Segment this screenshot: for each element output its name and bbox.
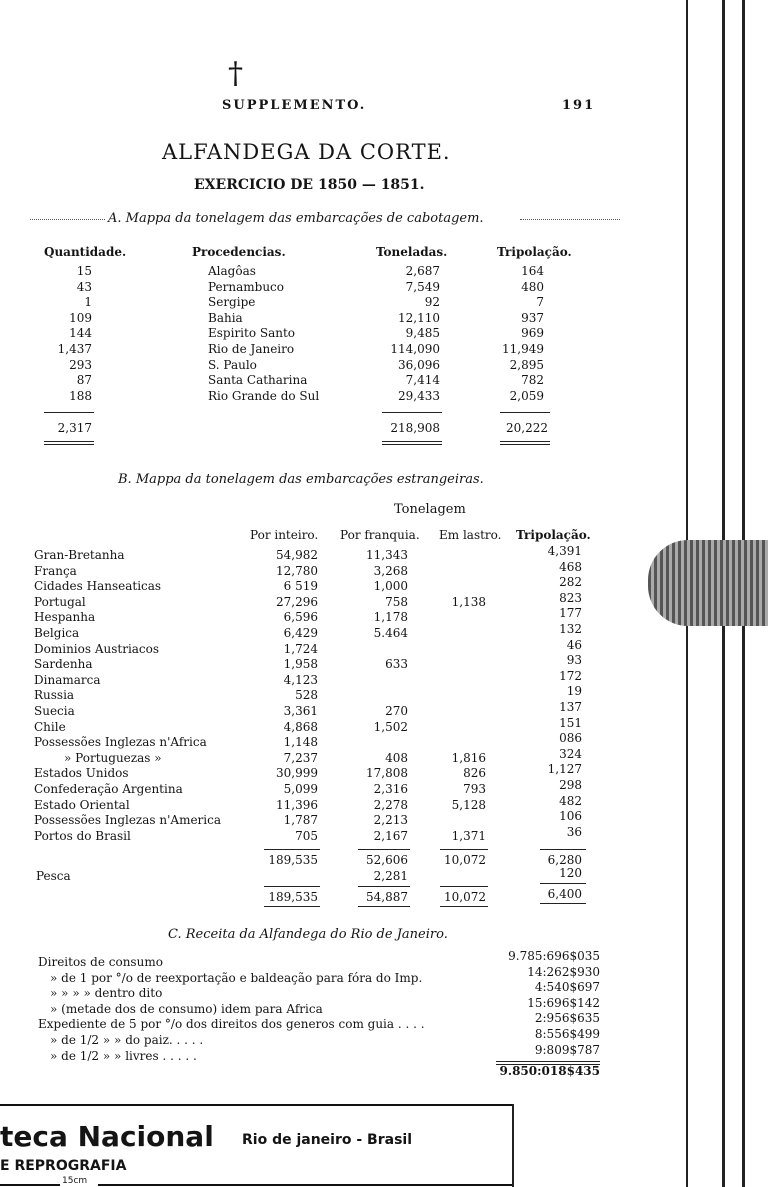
pesca-label: Pesca [36,869,71,883]
nation-cell: Hespanha [34,610,96,625]
receita-label-cell: » de 1/2 » » livres . . . . . [50,1048,197,1063]
tripolacao-cell: 823 [559,590,582,605]
por-inteiro-cell: 11,396 [276,797,318,812]
quantidade-cell: 1 [84,295,92,310]
por-inteiro-cell: 1,787 [283,813,318,828]
nation-cell: Possessões Inglezas n'Africa [34,735,207,750]
por-franquia-cell: 2,213 [373,813,408,828]
total-tripolacao: 20,222 [506,421,548,435]
table-rule [264,849,320,850]
por-inteiro-cell: 528 [295,688,318,703]
por-inteiro-cell: 1,958 [283,657,318,672]
tripolacao-cell: 151 [559,715,582,730]
toneladas-cell: 29,433 [398,388,440,403]
stamp-right-edge [512,1104,514,1187]
table-rule [358,886,410,887]
stamp-library-name: teca Nacional [0,1120,214,1153]
total-por-franquia: 54,887 [366,890,408,904]
por-franquia-cell: 2,167 [373,828,408,843]
quantidade-cell: 188 [69,388,92,403]
quantidade-cell: 109 [69,310,92,325]
por-inteiro-cell: 54,982 [276,548,318,562]
tripolacao-cell: 2,895 [509,357,544,372]
table-rule [440,906,488,907]
toneladas-cell: 36,096 [398,357,440,372]
tripolacao-cell: 482 [559,793,582,808]
por-inteiro-cell: 3,361 [283,704,318,718]
receita-label-cell: » de 1/2 » » do paiz. . . . . [50,1033,204,1047]
receita-value-cell: 15:696$142 [527,995,600,1010]
supplement-heading: SUPPLEMENTO. [222,98,367,113]
nation-cell: Cidades Hanseaticas [34,579,162,594]
por-franquia-cell: 1,178 [373,610,408,625]
col-header-por-franquia: Por franquia. [340,528,420,542]
stamp-scale: 15cm [62,1176,88,1186]
toneladas-cell: 12,110 [398,310,440,325]
quantidade-cell: 293 [69,357,92,372]
pesca-franquia: 2,281 [373,869,408,883]
tripolacao-cell: 177 [559,606,582,621]
quantidade-cell: 1,437 [57,342,92,356]
tripolacao-cell: 7 [536,295,544,310]
receita-value-cell: 8:556$499 [534,1027,600,1041]
col-header-tripolacao: Tripolação. [497,245,572,259]
receita-value-cell: 9.785:696$035 [508,949,600,963]
nation-cell: Confederação Argentina [34,782,183,796]
por-inteiro-cell: 27,296 [276,594,318,609]
por-franquia-cell: 1,000 [373,579,408,594]
tripolacao-cell: 19 [566,684,582,699]
receita-label-cell: » » » » dentro dito [50,986,163,1001]
table-rule [44,412,94,413]
fiscal-year-subtitle: EXERCICIO DE 1850 — 1851. [194,177,425,193]
subtotal-tripolacao: 6,280 [547,853,582,867]
binder-clip [648,540,768,626]
por-inteiro-cell: 6,596 [283,610,318,625]
tripolacao-cell: 782 [521,373,544,388]
ornament-mark: † [228,56,243,91]
procedencia-cell: Alagôas [208,264,256,278]
nation-cell: Possessões Inglezas n'America [34,813,222,828]
receita-label-cell: Direitos de consumo [38,955,163,969]
nation-cell: Dominios Austriacos [34,641,160,656]
nation-cell: Sardenha [34,657,93,672]
table-rule [264,886,320,887]
receita-value-cell: 9:809$787 [534,1042,600,1057]
tripolacao-cell: 11,949 [502,342,544,356]
procedencia-cell: Bahia [208,310,243,325]
tripolacao-cell: 93 [566,653,582,668]
por-franquia-cell: 17,808 [366,766,408,781]
em-lastro-cell: 1,816 [451,750,486,765]
stamp-scale-rule [98,1184,512,1186]
em-lastro-cell: 5,128 [451,797,486,812]
table-rule [440,849,488,850]
table-rule [540,849,586,850]
table-rule [358,849,410,850]
em-lastro-cell: 826 [463,766,486,781]
total-tripolacao-b: 6,400 [547,887,582,901]
procedencia-cell: Sergipe [208,295,256,310]
tripolacao-cell: 36 [566,824,582,839]
por-franquia-cell: 408 [385,750,408,765]
section-b-title: B. Mappa da tonelagem das embarcações estrangeiras. [118,472,484,487]
procedencia-cell: Rio de Janeiro [208,342,295,356]
quantidade-cell: 43 [76,279,92,294]
stamp-top-rule [0,1104,512,1106]
total-por-inteiro: 189,535 [268,890,318,904]
col-header-tripolacao-b: Tripolação. [516,528,591,542]
em-lastro-cell: 793 [463,782,486,796]
table-rule [382,412,442,413]
table-double-rule [382,441,442,445]
por-franquia-cell: 1,502 [373,719,408,734]
por-inteiro-cell: 705 [295,828,318,843]
procedencia-cell: Pernambuco [208,279,284,294]
tripolacao-cell: 937 [521,310,544,325]
table-rule [440,886,488,887]
receita-total: 9.850:018$435 [499,1064,600,1078]
por-inteiro-cell: 6 519 [283,579,318,594]
nation-cell: » Portuguezas » [64,750,162,765]
procedencia-cell: S. Paulo [208,357,257,372]
total-quantidade: 2,317 [57,421,92,435]
por-inteiro-cell: 12,780 [276,563,318,578]
subtotal-em-lastro: 10,072 [444,853,486,867]
tripolacao-cell: 2,059 [509,388,544,403]
table-rule [358,906,410,907]
col-header-procedencias: Procedencias. [192,245,286,259]
tripolacao-cell: 969 [521,326,544,341]
col-header-em-lastro: Em lastro. [439,528,502,542]
tripolacao-cell: 137 [559,700,582,714]
nation-cell: Portugal [34,594,86,609]
por-franquia-cell: 758 [385,594,408,609]
nation-cell: Chile [34,719,66,734]
table-rule [540,903,586,904]
em-lastro-cell: 1,371 [451,828,486,843]
stamp-city: Rio de janeiro - Brasil [242,1132,413,1148]
nation-cell: Dinamarca [34,672,101,687]
section-a-dotted-line [520,219,620,220]
page-number: 191 [562,98,596,113]
nation-cell: Gran-Bretanha [34,548,125,562]
tripolacao-cell: 282 [559,575,582,590]
toneladas-cell: 7,549 [405,279,440,294]
subtotal-por-franquia: 52,606 [366,853,408,867]
por-inteiro-cell: 4,123 [283,672,318,687]
section-a-title: A. Mappa da tonelagem das embarcações de cabotagem. [108,211,484,226]
por-franquia-cell: 2,278 [373,797,408,812]
por-inteiro-cell: 6,429 [283,626,318,640]
page-title: ALFANDEGA DA CORTE. [162,140,451,164]
por-franquia-cell: 270 [385,704,408,718]
nation-cell: Estado Oriental [34,797,130,812]
total-em-lastro: 10,072 [444,890,486,904]
table-rule [500,412,550,413]
tripolacao-cell: 164 [521,264,544,278]
nation-cell: Portos do Brasil [34,828,131,843]
quantidade-cell: 15 [76,264,92,278]
por-franquia-cell: 3,268 [373,563,408,578]
section-c-title: C. Receita da Alfandega do Rio de Janeiro. [168,927,448,942]
pesca-tripolacao: 120 [559,866,582,880]
tripolacao-cell: 106 [559,809,582,824]
tonelagem-group-header: Tonelagem [394,502,466,517]
col-header-quantidade: Quantidade. [44,245,127,259]
receita-value-cell: 2:956$635 [534,1011,600,1026]
por-inteiro-cell: 1,724 [283,641,318,656]
receita-value-cell: 4:540$697 [534,980,600,995]
toneladas-cell: 9,485 [405,326,440,341]
tripolacao-cell: 480 [521,279,544,294]
nation-cell: Russia [34,688,75,703]
tripolacao-cell: 4,391 [547,544,582,558]
table-double-rule [44,441,94,445]
tripolacao-cell: 46 [566,637,582,652]
nation-cell: França [34,563,77,578]
subtotal-por-inteiro: 189,535 [268,853,318,867]
por-inteiro-cell: 7,237 [283,750,318,765]
toneladas-cell: 2,687 [405,264,440,278]
por-franquia-cell: 2,316 [373,782,408,796]
por-inteiro-cell: 5,099 [283,782,318,796]
nation-cell: Suecia [34,704,75,718]
por-inteiro-cell: 1,148 [283,735,318,750]
toneladas-cell: 92 [424,295,440,310]
stamp-department: E REPROGRAFIA [0,1158,127,1174]
procedencia-cell: Santa Catharina [208,373,308,388]
receita-label-cell: » (metade dos de consumo) idem para Africa [50,1001,323,1016]
receita-label-cell: » de 1 por °/o de reexportação e baldeação para fóra do Imp. [50,970,423,985]
por-inteiro-cell: 4,868 [283,719,318,734]
section-a-dotted-line [30,219,105,220]
stamp-scale-rule [0,1184,60,1186]
tripolacao-cell: 324 [559,746,582,761]
toneladas-cell: 114,090 [390,342,440,356]
col-header-por-inteiro: Por inteiro. [250,528,319,542]
por-franquia-cell: 633 [385,657,408,672]
toneladas-cell: 7,414 [405,373,440,388]
em-lastro-cell: 1,138 [451,594,486,609]
por-franquia-cell: 11,343 [366,548,408,562]
procedencia-cell: Rio Grande do Sul [208,388,320,403]
table-rule [540,883,586,884]
total-toneladas: 218,908 [390,421,440,435]
procedencia-cell: Espirito Santo [208,326,296,341]
tripolacao-cell: 298 [559,778,582,792]
por-franquia-cell: 5.464 [373,626,408,640]
por-inteiro-cell: 30,999 [276,766,318,781]
nation-cell: Belgica [34,626,80,640]
tripolacao-cell: 132 [559,622,582,636]
tripolacao-cell: 172 [559,668,582,683]
receita-value-cell: 14:262$930 [527,964,600,979]
quantidade-cell: 144 [69,326,92,341]
tripolacao-cell: 1,127 [547,762,582,777]
quantidade-cell: 87 [76,373,92,388]
nation-cell: Estados Unidos [34,766,129,781]
col-header-toneladas: Toneladas. [376,245,448,259]
table-rule [264,906,320,907]
tripolacao-cell: 086 [559,731,582,746]
receita-label-cell: Expediente de 5 por °/o dos direitos dos generos com guia . . . . [38,1017,425,1032]
table-double-rule [500,441,550,445]
tripolacao-cell: 468 [559,559,582,574]
